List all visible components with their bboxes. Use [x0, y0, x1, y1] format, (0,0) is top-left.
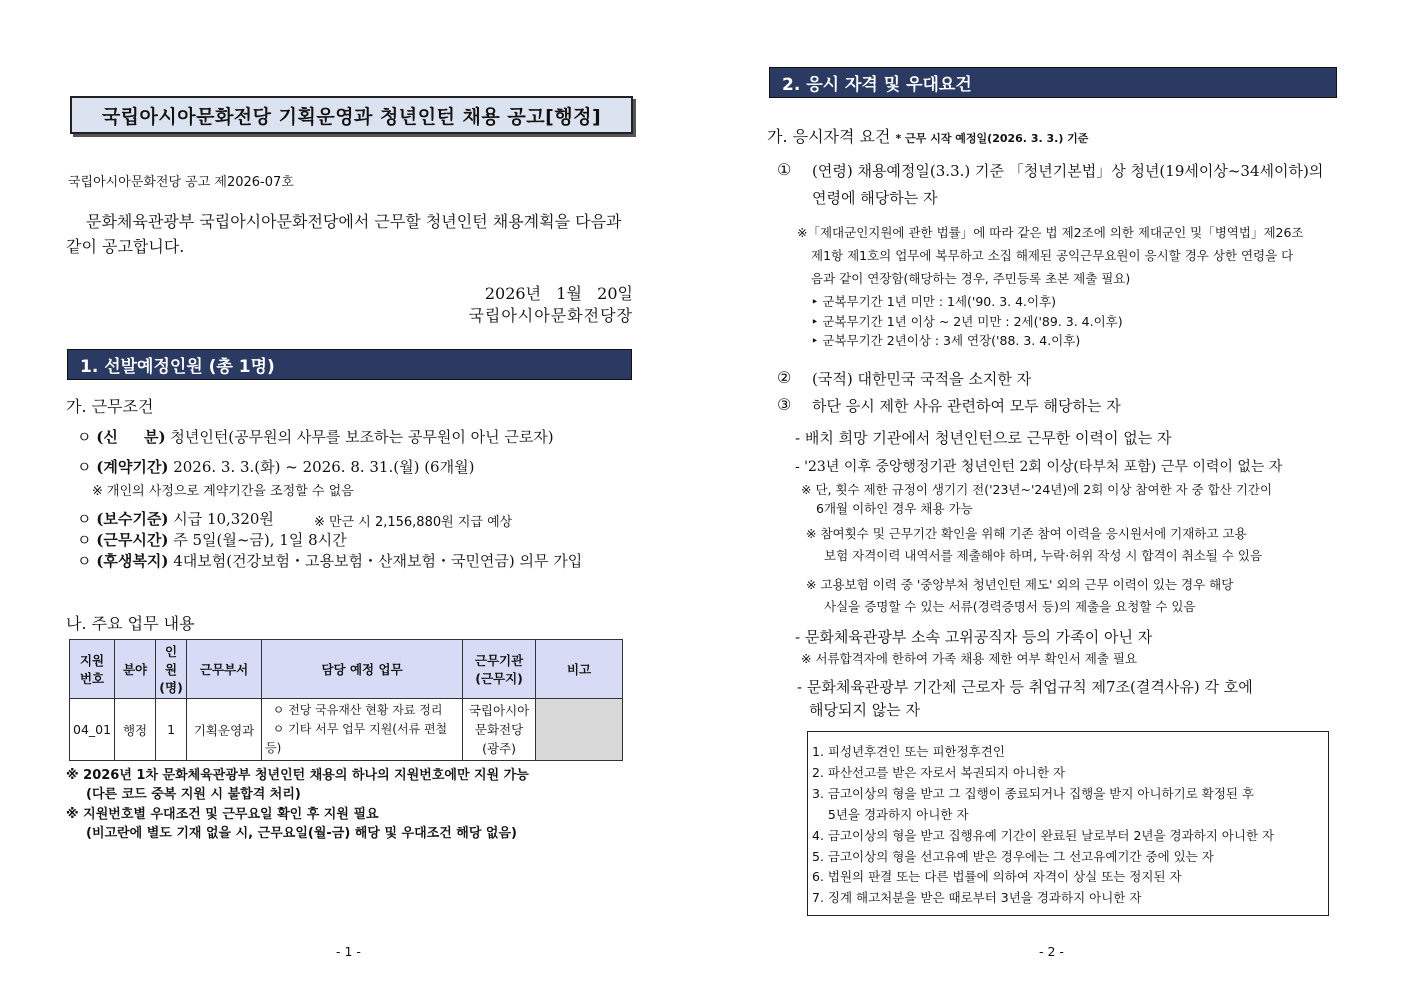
- bullet: ㅇ: [77, 428, 97, 446]
- subsection-eligibility: [767, 124, 1088, 147]
- item2-number: ②: [777, 368, 792, 387]
- condition-value: 청년인턴(공무원의 사무를 보조하는 공무원이 아닌 근로자): [170, 428, 554, 446]
- item1-line2: 연령에 해당하는 자: [812, 189, 938, 207]
- item1-number: ①: [777, 160, 792, 179]
- cell-dept: 기획운영과: [187, 699, 262, 761]
- footnote-2b: (비고란에 별도 기재 없을 시, 근무요일(월-금) 해당 및 우대조건 해당 없음): [86, 826, 517, 841]
- cell-org: 국립아시아 문화전당 (광주): [463, 699, 536, 761]
- cell-app-no: 04_01: [70, 699, 115, 761]
- cell-remark: [536, 699, 623, 761]
- d2-note2b: 보험 자격이력 내역서를 제출해야 하며, 누락·허위 작성 시 합격이 취소될 수 있음: [824, 548, 1263, 563]
- section1-header: 1. 선발예정인원 (총 1명): [67, 349, 632, 380]
- condition-value: 시급 10,320원: [173, 510, 274, 528]
- military-note-line2: 제1항 제1호의 업무에 복무하고 소집 해제된 공익근무요원이 응시할 경우 상한 연령을 다: [811, 248, 1294, 263]
- disqualification-item: 1. 피성년후견인 또는 피한정후견인: [812, 744, 1005, 759]
- table-header-row: [70, 640, 623, 699]
- col-header-org: 근무기관 (근무지): [463, 640, 536, 699]
- subsection-work-conditions: 가. 근무조건: [66, 397, 154, 416]
- issuer: 국립아시아문화전당장: [468, 306, 633, 325]
- notice-number: 국립아시아문화전당 공고 제2026-07호: [68, 175, 294, 190]
- subsection-main-duties: 나. 주요 업무 내용: [66, 614, 195, 633]
- intro-text-line1: 문화체육관광부 국립아시아문화전당에서 근무할 청년인턴 채용계획을 다음과: [86, 212, 622, 231]
- d3-note: ※ 서류합격자에 한하여 가족 채용 제한 여부 확인서 제출 필요: [801, 651, 1138, 666]
- condition-welfare: [77, 550, 582, 571]
- table-row: [70, 699, 623, 761]
- condition-pay: [77, 508, 274, 529]
- condition-label: (근무시간): [96, 531, 169, 549]
- page-number-2: - 2 -: [1039, 944, 1064, 959]
- condition-label: (보수기준): [96, 510, 169, 528]
- page-number-1: - 1 -: [336, 944, 361, 959]
- intro-text-line2: 같이 공고합니다.: [66, 237, 185, 256]
- subsection-note: * 근무 시작 예정일(2026. 3. 3.) 기준: [895, 132, 1089, 145]
- condition-d3: - 문화체육관광부 소속 고위공직자 등의 가족이 아닌 자: [795, 628, 1153, 646]
- subsection-title: 가. 응시자격 요건: [767, 127, 891, 146]
- col-header-count: 인원 (명): [156, 640, 187, 699]
- duty-table: [69, 639, 623, 761]
- condition-d1: - 배치 희망 기관에서 청년인턴으로 근무한 이력이 없는 자: [795, 429, 1172, 447]
- duty-item: ㅇ 기타 서무 업무 지원(서류 편철 등): [265, 722, 448, 755]
- item3-text: 하단 응시 제한 사유 관련하여 모두 해당하는 자: [812, 397, 1121, 415]
- duty-item: ㅇ 전당 국유재산 현황 자료 정리: [272, 703, 443, 717]
- bullet: ㅇ: [77, 531, 97, 549]
- condition-status: [77, 426, 554, 447]
- d2-note3a: ※ 고용보험 이력 중 '중앙부처 청년인턴 제도' 외의 근무 이력이 있는 경우 해당: [806, 577, 1234, 592]
- condition-d4-line2: 해당되지 않는 자: [809, 701, 920, 719]
- d2-note2a: ※ 참여횟수 및 근무기간 확인을 위해 기존 참여 이력을 응시원서에 기재하고 고용: [806, 526, 1247, 541]
- condition-label: (계약기간): [96, 458, 169, 476]
- col-header-field: 분야: [115, 640, 156, 699]
- condition-hours: [77, 529, 347, 550]
- disqualification-item: 7. 징계 해고처분을 받은 때로부터 3년을 경과하지 아니한 자: [812, 890, 1142, 905]
- item2-text: (국적) 대한민국 국적을 소지한 자: [812, 370, 1032, 388]
- bullet: ㅇ: [77, 510, 97, 528]
- disqualification-item: 3. 금고이상의 형을 받고 그 집행이 종료되거나 집행을 받지 아니하기로 확정된 후: [812, 786, 1255, 801]
- disqualification-item: 5. 금고이상의 형을 선고유예 받은 경우에는 그 선고유예기간 중에 있는 자: [812, 849, 1214, 864]
- bullet: ㅇ: [77, 552, 97, 570]
- condition-label: (후생복지): [96, 552, 169, 570]
- item1-line1: (연령) 채용예정일(3.3.) 기준 「청년기본법」상 청년(19세이상~34세이하)의: [812, 162, 1324, 180]
- col-header-dept: 근무부서: [187, 640, 262, 699]
- condition-label: (신 분): [96, 428, 166, 446]
- disqualification-item: 2. 파산선고를 받은 자로서 복권되지 아니한 자: [812, 765, 1066, 780]
- disqualification-item: 6. 법원의 판결 또는 다른 법률에 의하여 자격이 상실 또는 정지된 자: [812, 869, 1182, 884]
- condition-value: 주 5일(월~금), 1일 8시간: [173, 531, 347, 549]
- cell-duty: [262, 699, 463, 761]
- condition-d2: - '23년 이후 중앙행정기관 청년인턴 2회 이상(타부처 포함) 근무 이력이 없는 자: [795, 459, 1283, 475]
- cell-field: 행정: [115, 699, 156, 761]
- military-note-line1: ※「제대군인지원에 관한 법률」에 따라 같은 법 제2조에 의한 제대군인 및「병역법」제26조: [797, 225, 1304, 240]
- disqualification-item: 5년을 경과하지 아니한 자: [812, 807, 969, 822]
- condition-period: [77, 456, 474, 477]
- col-header-app-no: 지원 번호: [70, 640, 115, 699]
- footnote-2: ※ 지원번호별 우대조건 및 근무요일 확인 후 지원 필요: [66, 807, 379, 822]
- period-note: ※ 개인의 사정으로 계약기간을 조정할 수 없음: [92, 484, 354, 499]
- military-bullet-1: ‣ 군복무기간 1년 미만 : 1세('90. 3. 4.이후): [811, 294, 1057, 309]
- military-bullet-3: ‣ 군복무기간 2년이상 : 3세 연장('88. 3. 4.이후): [811, 333, 1081, 348]
- condition-d4-line1: - 문화체육관광부 기간제 근로자 등 취업규칙 제7조(결격사유) 각 호에: [797, 678, 1253, 696]
- cell-count: 1: [156, 699, 187, 761]
- footnote-1b: (다른 코드 중복 지원 시 불합격 처리): [86, 787, 301, 802]
- announcement-date: 2026년 1월 20일: [484, 284, 633, 303]
- col-header-duty: 담당 예정 업무: [262, 640, 463, 699]
- condition-value: 4대보험(건강보험・고용보험・산재보험・국민연금) 의무 가입: [173, 552, 583, 570]
- item3-number: ③: [777, 395, 792, 414]
- pay-note: ※ 만근 시 2,156,880원 지급 예상: [314, 515, 513, 530]
- document-title: 국립아시아문화전당 기획운영과 청년인턴 채용 공고[행정]: [70, 96, 633, 134]
- section2-header: 2. 응시 자격 및 우대요건: [769, 67, 1337, 98]
- d2-note1a: ※ 단, 횟수 제한 규정이 생기기 전('23년~'24년)에 2회 이상 참여한 자 중 합산 기간이: [801, 482, 1273, 497]
- condition-value: 2026. 3. 3.(화) ~ 2026. 8. 31.(월) (6개월): [173, 458, 475, 476]
- d2-note1b: 6개월 이하인 경우 채용 가능: [816, 501, 973, 516]
- col-header-remark: 비고: [536, 640, 623, 699]
- military-bullet-2: ‣ 군복무기간 1년 이상 ~ 2년 미만 : 2세('89. 3. 4.이후): [811, 314, 1123, 329]
- disqualification-item: 4. 금고이상의 형을 받고 집행유예 기간이 완료된 날로부터 2년을 경과하지 아니한 자: [812, 828, 1275, 843]
- d2-note3b: 사실을 증명할 수 있는 서류(경력증명서 등)의 제출을 요청할 수 있음: [824, 599, 1196, 614]
- military-note-line3: 음과 같이 연장함(해당하는 경우, 주민등록 초본 제출 필요): [811, 271, 1131, 286]
- footnote-1: ※ 2026년 1차 문화체육관광부 청년인턴 채용의 하나의 지원번호에만 지원 가능: [66, 768, 529, 783]
- bullet: ㅇ: [77, 458, 97, 476]
